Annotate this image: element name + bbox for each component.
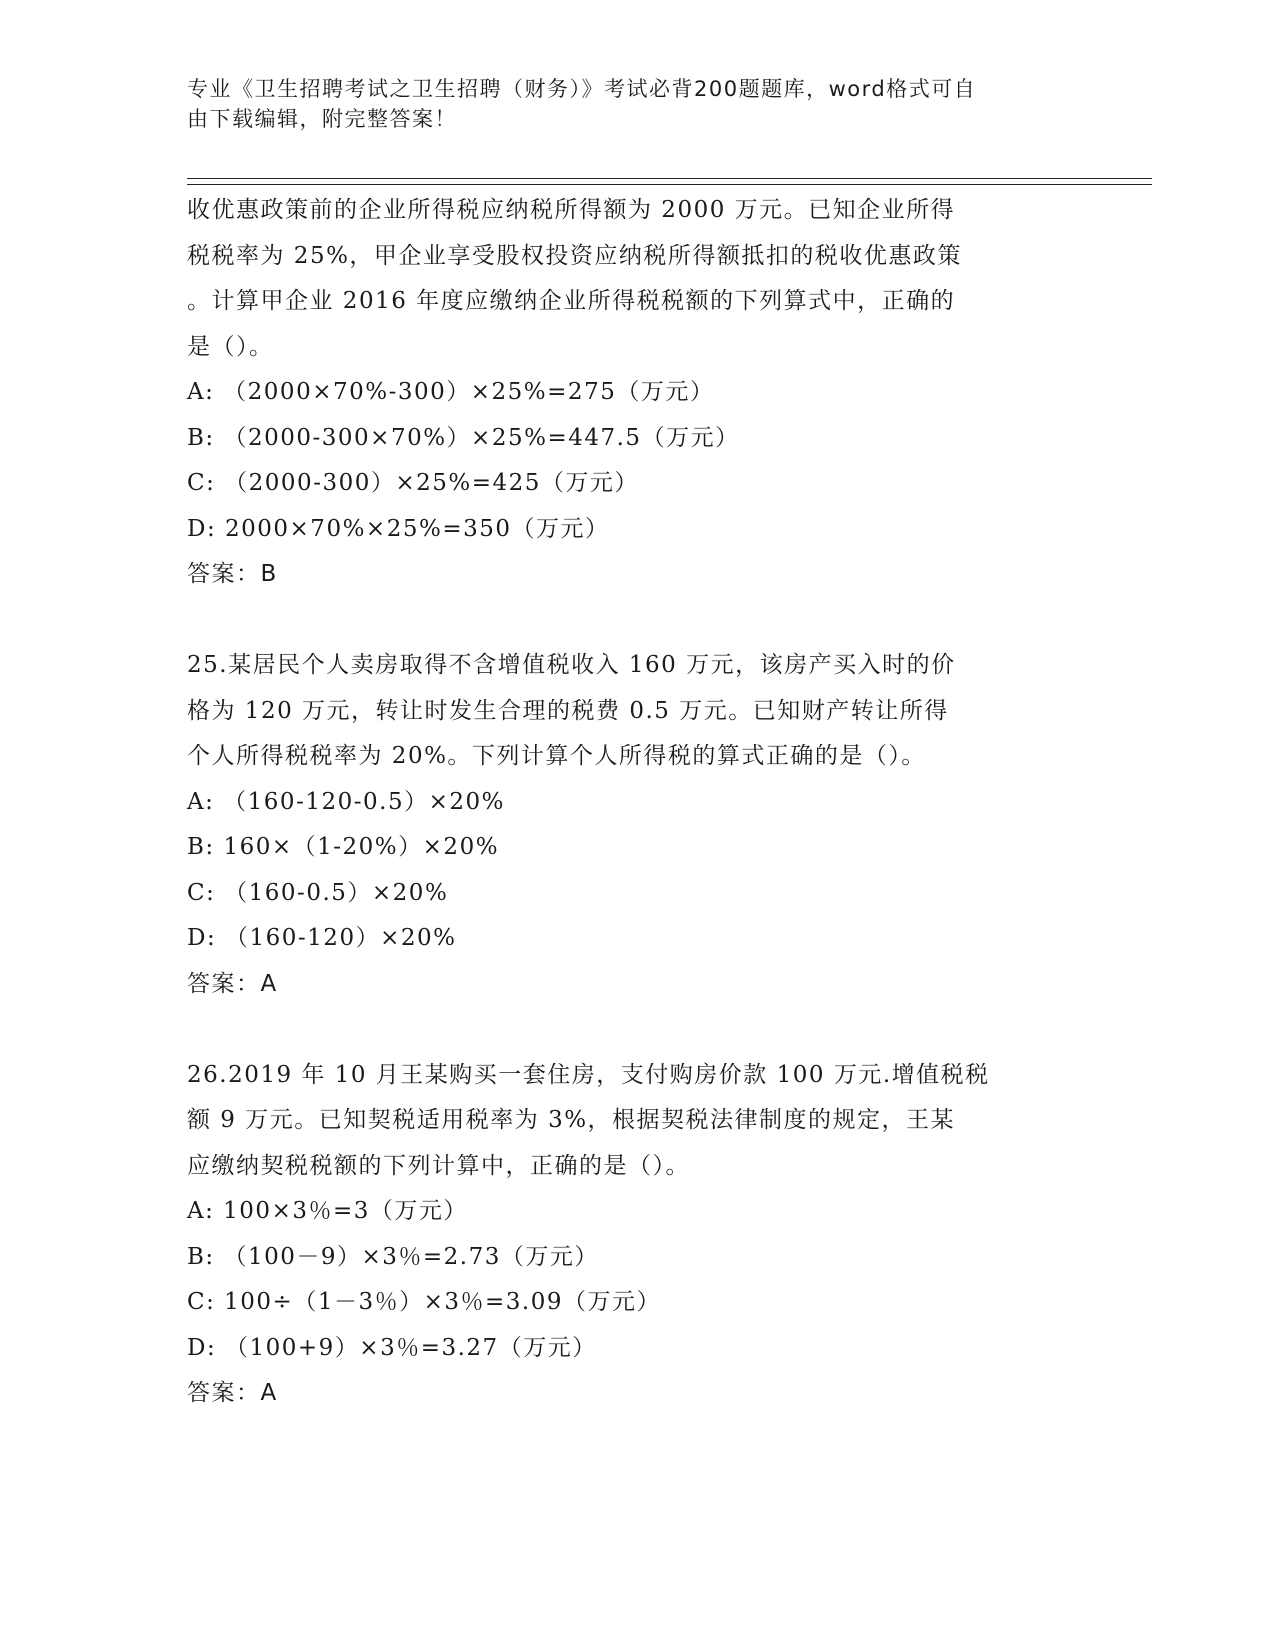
question-text-line: 应缴纳契税税额的下列计算中，正确的是（）。 bbox=[187, 1152, 690, 1179]
header-divider-bottom bbox=[187, 184, 1152, 185]
document-header bbox=[187, 74, 1087, 134]
spacer bbox=[187, 598, 1087, 644]
header-divider-top bbox=[187, 178, 1152, 179]
option-d: D: （100+9）×3％=3.27（万元） bbox=[187, 1334, 597, 1361]
answer: 答案：B bbox=[187, 561, 278, 587]
question-text-line: 收优惠政策前的企业所得税应纳税所得额为 2000 万元。已知企业所得 bbox=[187, 197, 956, 223]
option-a: A: 100×3％=3（万元） bbox=[187, 1198, 468, 1224]
answer: 答案：A bbox=[187, 1380, 278, 1406]
spacer bbox=[187, 1007, 1087, 1053]
header-title-line-2: 由下载编辑，附完整答案！ bbox=[187, 107, 457, 131]
option-c: C: （2000-300）×25%=425（万元） bbox=[187, 470, 639, 496]
question-26 bbox=[187, 1053, 1087, 1417]
option-b: B: 160×（1-20%）×20% bbox=[187, 834, 500, 860]
document-body bbox=[187, 188, 1087, 1417]
header-title-line-1: 专业《卫生招聘考试之卫生招聘（财务）》考试必背200题题库，word格式可自 bbox=[187, 77, 977, 101]
answer: 答案：A bbox=[187, 970, 278, 997]
option-d: D: 2000×70%×25%=350（万元） bbox=[187, 515, 610, 542]
question-text-line: 25.某居民个人卖房取得不含增值税收入 160 万元，该房产买入时的价 bbox=[187, 652, 956, 678]
option-a: A: （2000×70%-300）×25%=275（万元） bbox=[187, 379, 715, 405]
question-text-line: 税税率为 25%，甲企业享受股权投资应纳税所得额抵扣的税收优惠政策 bbox=[187, 242, 962, 269]
question-24 bbox=[187, 188, 1087, 598]
option-b: B: （100－9）×3％=2.73（万元） bbox=[187, 1243, 599, 1270]
option-c: C: （160-0.5）×20% bbox=[187, 879, 449, 906]
option-a: A: （160-120-0.5）×20% bbox=[187, 788, 505, 815]
question-text-line: 格为 120 万元，转让时发生合理的税费 0.5 万元。已知财产转让所得 bbox=[187, 697, 949, 724]
option-b: B: （2000-300×70%）×25%=447.5（万元） bbox=[187, 424, 740, 451]
question-text-line: 是（）。 bbox=[187, 333, 274, 360]
question-25 bbox=[187, 643, 1087, 1007]
question-text-line: 个人所得税税率为 20%。下列计算个人所得税的算式正确的是（）。 bbox=[187, 743, 926, 769]
question-text-line: 额 9 万元。已知契税适用税率为 3%，根据契税法律制度的规定，王某 bbox=[187, 1107, 956, 1133]
question-text-line: 26.2019 年 10 月王某购买一套住房，支付购房价款 100 万元.增值税税 bbox=[187, 1061, 990, 1088]
question-text-line: 。计算甲企业 2016 年度应缴纳企业所得税税额的下列算式中，正确的 bbox=[187, 288, 956, 314]
option-d: D: （160-120）×20% bbox=[187, 925, 457, 951]
option-c: C: 100÷（1－3％）×3％=3.09（万元） bbox=[187, 1289, 661, 1315]
